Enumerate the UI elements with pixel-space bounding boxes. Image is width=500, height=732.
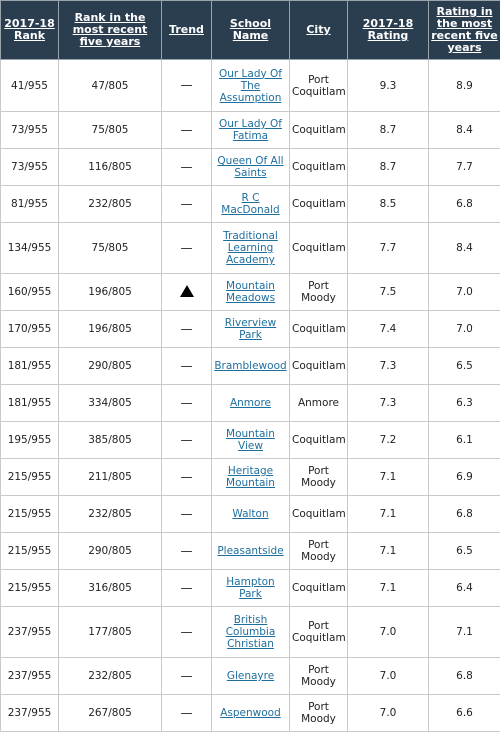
rank-text: 237/955 — [8, 670, 52, 682]
table-row — [1, 607, 500, 658]
rank-cell — [1, 385, 59, 422]
recent-rank-text: 290/805 — [88, 360, 132, 372]
recent-rating-text: 6.4 — [456, 582, 473, 594]
rank-text: 181/955 — [8, 360, 52, 372]
rank-cell — [1, 60, 59, 112]
recent-rating-cell — [429, 496, 500, 533]
trend-cell — [162, 533, 212, 570]
school-name-cell — [212, 112, 290, 149]
school-name-link[interactable]: Riverview Park — [225, 317, 276, 341]
trend-flat-icon: — — [181, 670, 193, 682]
rating-cell — [348, 348, 429, 385]
city-text: Anmore — [298, 397, 339, 409]
recent-rank-cell — [59, 223, 162, 274]
table-row — [1, 459, 500, 496]
rating-text: 7.7 — [380, 242, 397, 254]
rating-text: 7.1 — [380, 508, 397, 520]
school-name-link[interactable]: R C MacDonald — [221, 192, 279, 216]
rating-cell — [348, 496, 429, 533]
school-name-cell — [212, 459, 290, 496]
recent-rank-text: 116/805 — [88, 161, 132, 173]
rating-text: 7.4 — [380, 323, 397, 335]
rank-text: 237/955 — [8, 707, 52, 719]
recent-rating-cell — [429, 60, 500, 112]
rating-cell — [348, 607, 429, 658]
city-text: Port Moody — [301, 280, 336, 304]
recent-rank-text: 196/805 — [88, 323, 132, 335]
trend-cell — [162, 385, 212, 422]
city-text: Coquitlam — [292, 242, 346, 254]
school-name-cell — [212, 496, 290, 533]
recent-rank-text: 232/805 — [88, 670, 132, 682]
rank-text: 81/955 — [11, 198, 48, 210]
rating-cell — [348, 459, 429, 496]
recent-rank-text: 47/805 — [92, 80, 129, 92]
rating-text: 8.5 — [380, 198, 397, 210]
school-name-cell — [212, 348, 290, 385]
trend-cell — [162, 223, 212, 274]
trend-flat-icon: — — [181, 124, 193, 136]
recent-rank-cell — [59, 60, 162, 112]
recent-rank-cell — [59, 311, 162, 348]
city-cell — [290, 607, 348, 658]
rank-cell — [1, 186, 59, 223]
recent-rating-text: 6.5 — [456, 360, 473, 372]
rating-cell — [348, 533, 429, 570]
school-name-link[interactable]: Mountain Meadows — [226, 280, 275, 304]
city-cell — [290, 496, 348, 533]
table-row — [1, 60, 500, 112]
recent-rank-text: 75/805 — [92, 124, 129, 136]
school-name-cell — [212, 223, 290, 274]
recent-rank-cell — [59, 533, 162, 570]
school-name-cell — [212, 149, 290, 186]
recent-rank-text: 316/805 — [88, 582, 132, 594]
table-row — [1, 695, 500, 732]
table-row — [1, 348, 500, 385]
recent-rating-cell — [429, 274, 500, 311]
trend-flat-icon: — — [181, 545, 193, 557]
rating-text: 8.7 — [380, 161, 397, 173]
recent-rank-cell — [59, 385, 162, 422]
city-text: Coquitlam — [292, 508, 346, 520]
recent-rating-cell — [429, 607, 500, 658]
city-text: Coquitlam — [292, 323, 346, 335]
city-cell — [290, 422, 348, 459]
city-cell — [290, 223, 348, 274]
rank-text: 215/955 — [8, 508, 52, 520]
table-row — [1, 223, 500, 274]
school-name-cell — [212, 658, 290, 695]
rank-text: 181/955 — [8, 397, 52, 409]
city-text: Port Coquitlam — [292, 620, 346, 644]
rank-cell — [1, 607, 59, 658]
header-school[interactable]: School Name — [212, 1, 290, 60]
city-cell — [290, 570, 348, 607]
recent-rating-cell — [429, 186, 500, 223]
school-name-cell — [212, 695, 290, 732]
rating-text: 7.0 — [380, 626, 397, 638]
header-rating[interactable]: 2017-18 Rating — [348, 1, 429, 60]
rank-cell — [1, 496, 59, 533]
rating-cell — [348, 274, 429, 311]
city-text: Coquitlam — [292, 360, 346, 372]
school-name-cell — [212, 60, 290, 112]
header-rank[interactable]: 2017-18 Rank — [1, 1, 59, 60]
rank-text: 41/955 — [11, 80, 48, 92]
recent-rank-cell — [59, 496, 162, 533]
header-row — [1, 1, 500, 60]
recent-rating-text: 6.9 — [456, 471, 473, 483]
trend-cell — [162, 570, 212, 607]
trend-flat-icon: — — [181, 434, 193, 446]
rating-text: 7.3 — [380, 360, 397, 372]
rating-cell — [348, 223, 429, 274]
header-trend[interactable]: Trend — [162, 1, 212, 60]
recent-rating-cell — [429, 112, 500, 149]
trend-cell — [162, 496, 212, 533]
city-cell — [290, 385, 348, 422]
rank-cell — [1, 311, 59, 348]
recent-rank-text: 232/805 — [88, 198, 132, 210]
school-name-link[interactable]: Pleasantside — [217, 545, 283, 557]
table-row — [1, 112, 500, 149]
recent-rank-cell — [59, 459, 162, 496]
trend-flat-icon: — — [181, 582, 193, 594]
rating-text: 7.1 — [380, 471, 397, 483]
rank-cell — [1, 459, 59, 496]
recent-rank-cell — [59, 695, 162, 732]
city-text: Port Coquitlam — [292, 74, 346, 98]
rank-text: 215/955 — [8, 582, 52, 594]
table-row — [1, 496, 500, 533]
school-name-link[interactable]: Heritage Mountain — [226, 465, 275, 489]
trend-cell — [162, 112, 212, 149]
school-name-link[interactable]: Bramblewood — [214, 360, 286, 372]
city-text: Port Moody — [301, 465, 336, 489]
table-row — [1, 149, 500, 186]
rating-text: 8.7 — [380, 124, 397, 136]
recent-rank-cell — [59, 607, 162, 658]
recent-rating-cell — [429, 223, 500, 274]
city-cell — [290, 112, 348, 149]
recent-rank-cell — [59, 570, 162, 607]
recent-rank-text: 267/805 — [88, 707, 132, 719]
rank-cell — [1, 658, 59, 695]
recent-rating-text: 6.8 — [456, 198, 473, 210]
rating-text: 7.0 — [380, 707, 397, 719]
rating-cell — [348, 695, 429, 732]
city-cell — [290, 149, 348, 186]
recent-rank-cell — [59, 186, 162, 223]
trend-flat-icon: — — [181, 508, 193, 520]
recent-rank-cell — [59, 658, 162, 695]
recent-rating-text: 7.7 — [456, 161, 473, 173]
recent-rating-cell — [429, 695, 500, 732]
recent-rank-text: 334/805 — [88, 397, 132, 409]
city-cell — [290, 695, 348, 732]
school-name-cell — [212, 274, 290, 311]
city-text: Coquitlam — [292, 124, 346, 136]
recent-rating-cell — [429, 570, 500, 607]
school-name-cell — [212, 607, 290, 658]
recent-rating-cell — [429, 533, 500, 570]
city-cell — [290, 311, 348, 348]
school-name-cell — [212, 570, 290, 607]
rating-cell — [348, 186, 429, 223]
rating-text: 7.0 — [380, 670, 397, 682]
school-name-cell — [212, 422, 290, 459]
recent-rank-cell — [59, 422, 162, 459]
city-cell — [290, 60, 348, 112]
trend-flat-icon: — — [181, 360, 193, 372]
trend-flat-icon: — — [181, 242, 193, 254]
recent-rating-text: 8.4 — [456, 124, 473, 136]
trend-cell — [162, 695, 212, 732]
table-row — [1, 570, 500, 607]
recent-rating-text: 7.0 — [456, 286, 473, 298]
city-cell — [290, 274, 348, 311]
recent-rating-cell — [429, 422, 500, 459]
city-cell — [290, 658, 348, 695]
rank-text: 134/955 — [8, 242, 52, 254]
recent-rank-text: 290/805 — [88, 545, 132, 557]
trend-flat-icon: — — [181, 707, 193, 719]
recent-rating-text: 8.4 — [456, 242, 473, 254]
recent-rating-cell — [429, 311, 500, 348]
trend-flat-icon: — — [181, 161, 193, 173]
recent-rank-cell — [59, 274, 162, 311]
recent-rating-text: 6.1 — [456, 434, 473, 446]
school-name-link[interactable]: Aspenwood — [220, 707, 281, 719]
recent-rating-text: 8.9 — [456, 80, 473, 92]
rating-text: 7.1 — [380, 582, 397, 594]
rank-text: 73/955 — [11, 161, 48, 173]
recent-rank-cell — [59, 149, 162, 186]
school-name-cell — [212, 533, 290, 570]
recent-rating-text: 6.6 — [456, 707, 473, 719]
trend-cell — [162, 607, 212, 658]
trend-flat-icon: — — [181, 323, 193, 335]
recent-rating-cell — [429, 385, 500, 422]
trend-flat-icon: — — [181, 397, 193, 409]
city-text: Port Moody — [301, 664, 336, 688]
table-row — [1, 274, 500, 311]
school-name-link[interactable]: Our Lady Of The Assumption — [219, 68, 282, 104]
city-cell — [290, 459, 348, 496]
school-name-link[interactable]: Hampton Park — [226, 576, 274, 600]
rating-text: 7.5 — [380, 286, 397, 298]
recent-rank-cell — [59, 348, 162, 385]
city-cell — [290, 186, 348, 223]
school-name-link[interactable]: Traditional Learning Academy — [223, 230, 278, 266]
rank-cell — [1, 533, 59, 570]
trend-cell — [162, 459, 212, 496]
rank-cell — [1, 348, 59, 385]
recent-rating-text: 6.3 — [456, 397, 473, 409]
trend-cell — [162, 422, 212, 459]
rating-cell — [348, 311, 429, 348]
recent-rating-text: 7.1 — [456, 626, 473, 638]
recent-rank-cell — [59, 112, 162, 149]
city-text: Coquitlam — [292, 434, 346, 446]
trend-flat-icon: — — [181, 626, 193, 638]
rank-text: 195/955 — [8, 434, 52, 446]
trend-cell — [162, 60, 212, 112]
rating-cell — [348, 385, 429, 422]
city-cell — [290, 533, 348, 570]
recent-rank-text: 196/805 — [88, 286, 132, 298]
rank-text: 237/955 — [8, 626, 52, 638]
table-row — [1, 422, 500, 459]
rating-cell — [348, 422, 429, 459]
rating-text: 7.2 — [380, 434, 397, 446]
recent-rating-text: 7.0 — [456, 323, 473, 335]
city-text: Coquitlam — [292, 161, 346, 173]
city-text: Port Moody — [301, 701, 336, 725]
trend-cell — [162, 658, 212, 695]
trend-cell — [162, 186, 212, 223]
school-name-cell — [212, 311, 290, 348]
rating-cell — [348, 149, 429, 186]
rating-cell — [348, 112, 429, 149]
trend-up-icon — [180, 285, 194, 297]
rank-cell — [1, 274, 59, 311]
rating-cell — [348, 658, 429, 695]
rank-cell — [1, 112, 59, 149]
rank-text: 160/955 — [8, 286, 52, 298]
recent-rating-text: 6.8 — [456, 670, 473, 682]
city-text: Port Moody — [301, 539, 336, 563]
recent-rating-text: 6.8 — [456, 508, 473, 520]
school-name-link[interactable]: Queen Of All Saints — [217, 155, 283, 179]
rating-text: 7.1 — [380, 545, 397, 557]
rank-cell — [1, 223, 59, 274]
school-name-link[interactable]: Mountain View — [226, 428, 275, 452]
rank-cell — [1, 570, 59, 607]
school-name-cell — [212, 186, 290, 223]
school-name-link[interactable]: Walton — [232, 508, 268, 520]
rank-cell — [1, 695, 59, 732]
recent-rank-text: 75/805 — [92, 242, 129, 254]
recent-rating-cell — [429, 348, 500, 385]
rating-text: 7.3 — [380, 397, 397, 409]
city-cell — [290, 348, 348, 385]
header-recent-rank[interactable]: Rank in the most recent five years — [59, 1, 162, 60]
trend-flat-icon: — — [181, 471, 193, 483]
school-name-link[interactable]: Anmore — [230, 397, 271, 409]
city-text: Coquitlam — [292, 198, 346, 210]
rank-text: 215/955 — [8, 545, 52, 557]
recent-rating-cell — [429, 149, 500, 186]
table-row — [1, 186, 500, 223]
trend-cell — [162, 149, 212, 186]
recent-rating-text: 6.5 — [456, 545, 473, 557]
header-city[interactable]: City — [290, 1, 348, 60]
trend-flat-icon: — — [181, 198, 193, 210]
rank-cell — [1, 422, 59, 459]
rank-text: 73/955 — [11, 124, 48, 136]
city-text: Coquitlam — [292, 582, 346, 594]
recent-rating-cell — [429, 459, 500, 496]
recent-rank-text: 232/805 — [88, 508, 132, 520]
rank-text: 215/955 — [8, 471, 52, 483]
table-row — [1, 385, 500, 422]
recent-rank-text: 385/805 — [88, 434, 132, 446]
recent-rank-text: 177/805 — [88, 626, 132, 638]
rank-text: 170/955 — [8, 323, 52, 335]
trend-cell — [162, 311, 212, 348]
table-row — [1, 533, 500, 570]
rank-cell — [1, 149, 59, 186]
rating-cell — [348, 60, 429, 112]
rating-cell — [348, 570, 429, 607]
school-name-link[interactable]: Glenayre — [227, 670, 274, 682]
table-row — [1, 658, 500, 695]
rating-text: 9.3 — [380, 80, 397, 92]
table-row — [1, 311, 500, 348]
trend-flat-icon: — — [181, 79, 193, 91]
school-name-link[interactable]: Our Lady Of Fatima — [219, 118, 282, 142]
school-name-cell — [212, 385, 290, 422]
header-recent-rating[interactable]: Rating in the most recent five years — [429, 1, 500, 60]
school-name-link[interactable]: British Columbia Christian — [226, 614, 276, 650]
trend-cell — [162, 348, 212, 385]
recent-rating-cell — [429, 658, 500, 695]
recent-rank-text: 211/805 — [88, 471, 132, 483]
trend-cell — [162, 274, 212, 311]
